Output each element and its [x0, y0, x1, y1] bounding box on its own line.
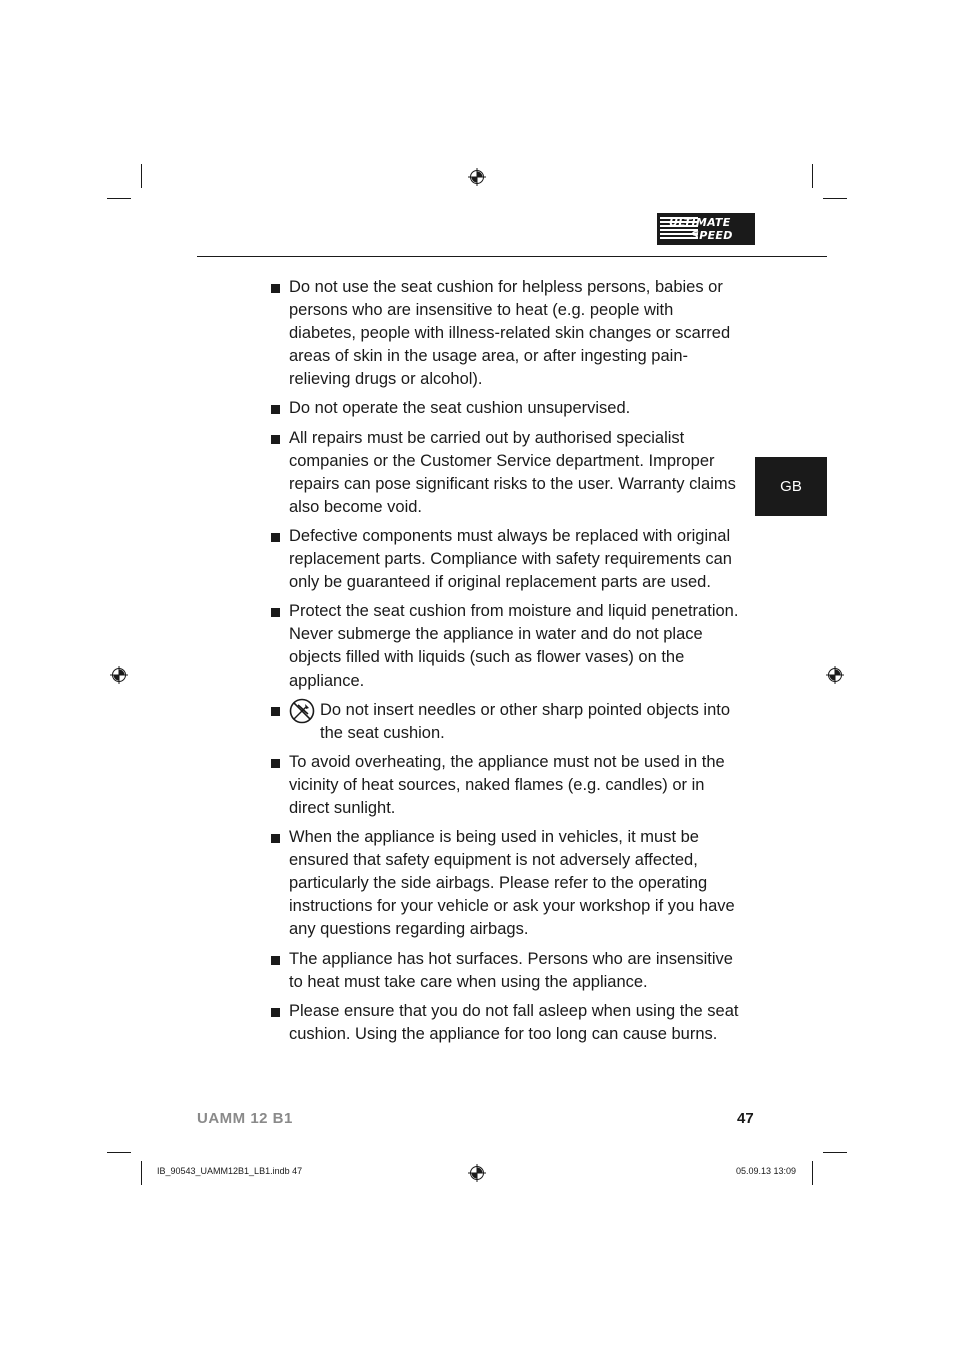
list-item-text: Do not operate the seat cushion unsupervised. [289, 399, 631, 418]
crop-mark-top-left [141, 164, 142, 188]
bullet-square [271, 1008, 280, 1017]
bullet-square [271, 405, 280, 414]
list-item [270, 826, 740, 941]
crop-mark-bottom-right-h [823, 1152, 847, 1153]
no-needles-icon [289, 698, 315, 724]
list-item [270, 948, 740, 994]
list-item-text: Please ensure that you do not fall asleep when using the seat cushion. Using the appliance for too long can cause burns. [289, 1001, 739, 1043]
bullet-square [271, 608, 280, 617]
bullet-square [271, 533, 280, 542]
print-slug-file: IB_90543_UAMM12B1_LB1.indb 47 [157, 1166, 303, 1176]
brand-logo [657, 213, 755, 245]
safety-list [270, 276, 740, 1046]
logo-text-line1: ULTIMATE [669, 216, 731, 229]
crop-mark-top-left-h [107, 198, 131, 199]
list-item [270, 751, 740, 820]
print-slug-date: 05.09.13 13:09 [736, 1166, 797, 1176]
list-item-text: Do not use the seat cushion for helpless persons, babies or persons who are insensitive to heat (e.g. people with diabetes, people with illness-related skin changes or scarred areas of skin in the usage area, or after ingesting pain-relieving drugs or alcohol). [289, 278, 731, 389]
list-item [270, 397, 740, 420]
registration-mark-icon [468, 1164, 486, 1182]
language-tab-label: GB [780, 478, 802, 495]
bullet-square [271, 435, 280, 444]
page-number: 47 [737, 1110, 754, 1127]
crop-mark-bottom-right [812, 1161, 813, 1185]
crop-mark-bottom-left-h [107, 1152, 131, 1153]
list-item-text: All repairs must be carried out by authorised specialist companies or the Customer Service department. Improper repairs can pose significant risks to the user. Warranty claims also become void. [289, 428, 736, 516]
list-item [270, 427, 740, 519]
list-item [270, 699, 740, 745]
list-item-text: Do not insert needles or other sharp pointed objects into the seat cushion. [320, 700, 731, 742]
list-item-with-icon [289, 699, 740, 745]
bullet-square [271, 284, 280, 293]
language-tab [755, 457, 827, 516]
list-item [270, 600, 740, 692]
list-item-text: Defective components must always be replaced with original replacement parts. Compliance with safety requirements can only be guaranteed if original replacement parts are used. [289, 526, 732, 592]
list-item [270, 276, 740, 391]
bullet-square [271, 759, 280, 768]
bullet-square [271, 707, 280, 716]
registration-mark-icon [110, 666, 128, 684]
crop-mark-top-right [812, 164, 813, 188]
header-rule [197, 256, 827, 257]
bullet-square [271, 834, 280, 843]
logo-text-line2: SPEED [691, 229, 733, 242]
bullet-square [271, 956, 280, 965]
registration-mark-icon [468, 168, 486, 186]
crop-mark-top-right-h [823, 198, 847, 199]
model-number: UAMM 12 B1 [197, 1110, 293, 1127]
crop-mark-bottom-left [141, 1161, 142, 1185]
registration-mark-icon [826, 666, 844, 684]
list-item [270, 1000, 740, 1046]
list-item-text: The appliance has hot surfaces. Persons who are insensitive to heat must take care when using the appliance. [289, 949, 733, 991]
list-item-text: When the appliance is being used in vehicles, it must be ensured that safety equipment is not adversely affected, particularly the side airbags. Please refer to the operating instructions for your vehicle or ask your workshop if you have any questions regarding airbags. [289, 828, 735, 939]
list-item-text: To avoid overheating, the appliance must not be used in the vicinity of heat sources, naked flames (e.g. candles) or in direct sunlight. [289, 752, 725, 817]
list-item [270, 525, 740, 594]
list-item-text: Protect the seat cushion from moisture and liquid penetration. Never submerge the appliance in water and do not place objects filled with liquids (such as flower vases) on the appliance. [289, 602, 739, 690]
safety-instructions [270, 276, 740, 1052]
